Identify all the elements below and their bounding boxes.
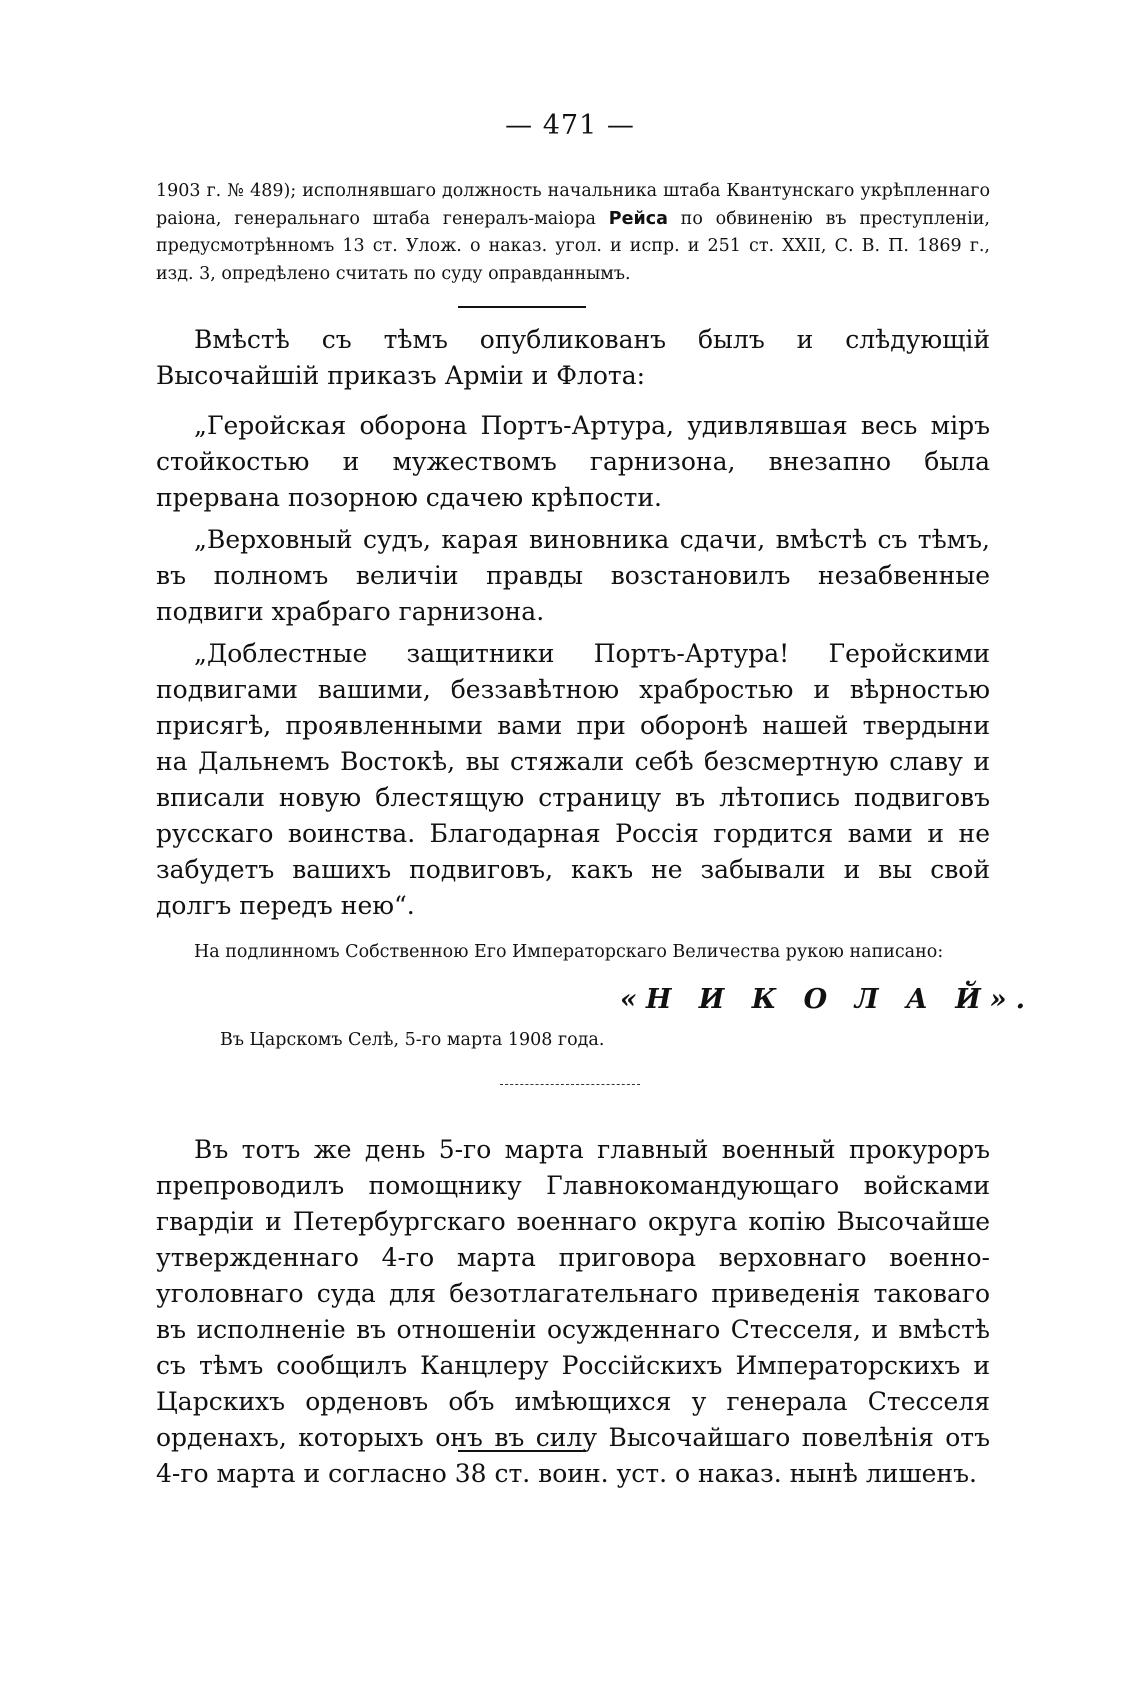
order-paragraph-3: „Доблестные защитники Портъ-Артура! Геройскими подвигами вашими, беззавѣтною храбростью и вѣрностью присягѣ, проявленными вами при оборонѣ нашей твердыни на Дальнемъ Востокѣ, вы стяжали себѣ безсмертную славу и вписали новую блестящую страницу въ лѣтопись подвиговъ русскаго воинства. Благодарная Россія гордится вами и не забудетъ вашихъ подвиговъ, какъ не забывали и вы свой долгъ передъ нею“. — [156, 639, 990, 920]
proclamation-block — [156, 322, 990, 930]
place-date: Въ Царскомъ Селѣ, 5-го марта 1908 года. — [220, 1030, 605, 1050]
divider-2 — [458, 1450, 586, 1452]
imperial-signature: «Н И К О Л А Й». — [620, 984, 1035, 1015]
top-paragraph-text-1: 1903 г. № 489); исполнявшаго должность начальника штаба Квантунскаго укрѣпленнаго раіона, генеральнаго штаба генералъ-маіора — [156, 181, 990, 229]
divider-dashed — [500, 1084, 640, 1085]
top-paragraph-name: Рейса — [608, 208, 668, 229]
final-paragraph: Въ тотъ же день 5-го марта главный военный прокуроръ препроводилъ помощнику Главнокомандующаго войсками гвардіи и Петербургскаго военнаго округа копію Высочайше утвержденнаго 4-го марта приговора верховнаго военно-уголовнаго суда для безотлагательнаго приведенія таковаго въ исполненіе въ отношеніи осужденнаго Стесселя, и вмѣстѣ съ тѣмъ сообщилъ Канцлеру Россійскихъ Императорскихъ и Царскихъ орденовъ объ имѣющихся у генерала Стесселя орденахъ, которыхъ онъ въ силу Высочайшаго повелѣнія отъ 4-го марта и согласно 38 ст. воин. уст. о наказ. нынѣ лишенъ. — [156, 1135, 990, 1488]
signature-note: На подлинномъ Собственною Его Императорскаго Величества рукою написано: — [194, 942, 944, 962]
intro-paragraph: Вмѣстѣ съ тѣмъ опубликованъ былъ и слѣдующій Высочайшій приказъ Арміи и Флота: — [156, 325, 990, 390]
order-paragraph-1: „Геройская оборона Портъ-Артура, удивлявшая весь міръ стойкостью и мужествомъ гарнизона, внезапно была прервана позорною сдачею крѣпости. — [156, 411, 990, 512]
top-paragraph-text-2: по обвиненію въ преступленіи, предусмотрѣнномъ 13 ст. Улож. о наказ. угол. и испр. и 251 ст. XXII, С. В. П. 1869 г., изд. 3, опредѣлено считать по суду оправданнымъ. — [156, 208, 990, 284]
page-number: — 471 — — [505, 110, 635, 141]
order-paragraph-2: „Верховный судъ, карая виновника сдачи, вмѣстѣ съ тѣмъ, въ полномъ величіи правды возстановилъ незабвенные подвиги храбраго гарнизона. — [156, 525, 990, 626]
top-paragraph — [156, 178, 990, 288]
divider-1 — [458, 306, 586, 308]
